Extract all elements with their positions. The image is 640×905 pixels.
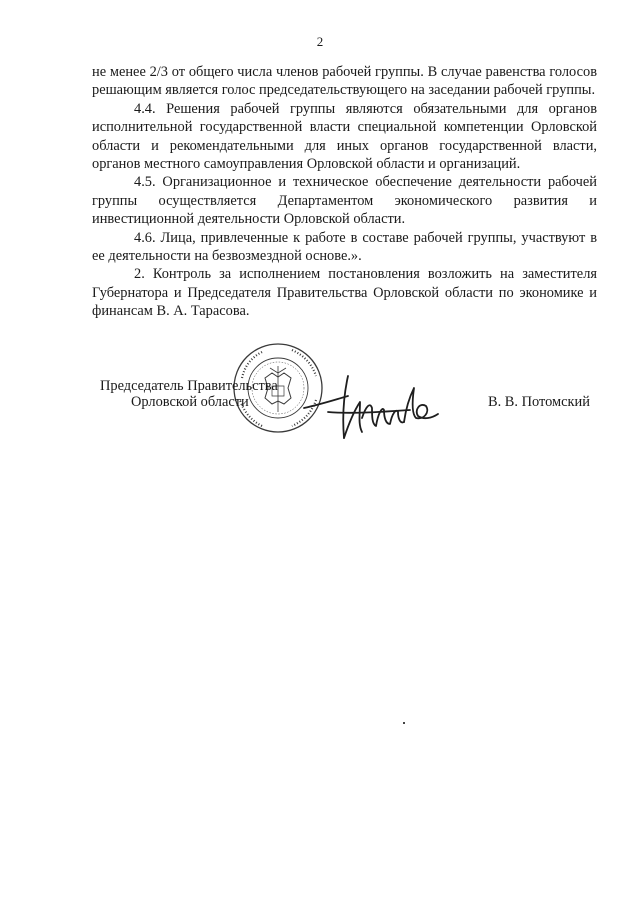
- handwritten-signature-icon: [300, 368, 450, 446]
- scan-speck: [403, 722, 405, 724]
- signatory-title-line-2: Орловской области: [131, 394, 249, 410]
- paragraph-4-4: 4.4. Решения рабочей группы являются обязательными для органов исполнительной государственной власти специальной компетенции Орловской области и рекомендательными для иных органов государственной власти, органов местного самоуправления Орловской области и организаций.: [92, 100, 597, 173]
- signatory-name: В. В. Потомский: [488, 394, 590, 410]
- paragraph-continuation: не менее 2/3 от общего числа членов рабочей группы. В случае равенства голосов решающим является голос председательствующего на заседании рабочей группы.: [92, 64, 597, 99]
- paragraph-4-6: 4.6. Лица, привлеченные к работе в составе рабочей группы, участвуют в ее деятельности на безвозмездной основе.».: [92, 229, 597, 265]
- paragraph-2-control: 2. Контроль за исполнением постановления возложить на заместителя Губернатора и Председателя Правительства Орловской области по экономике и финансам В. А. Тарасова.: [92, 266, 597, 320]
- paragraph-4-5: 4.5. Организационное и техническое обеспечение деятельности рабочей группы осуществляется Департаментом экономического развития и инвестиционной деятельности Орловской области.: [92, 174, 597, 228]
- signatory-title-line-1: Председатель Правительства: [100, 378, 278, 394]
- document-body: [92, 63, 597, 321]
- page-number: 2: [316, 34, 324, 49]
